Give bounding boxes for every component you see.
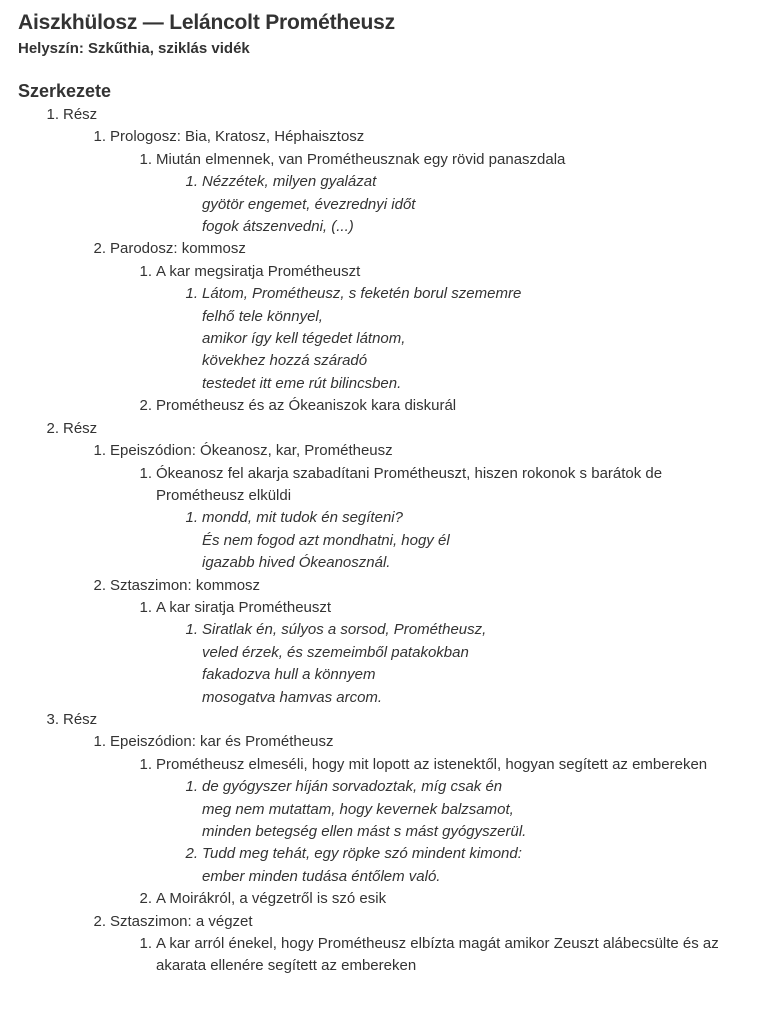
outline-section [93,911,750,978]
outline-section [93,731,750,910]
quote-line: mosogatva hamvas arcom. [202,688,383,706]
outline-event-label: A kar siratja Prométheuszt [156,598,332,616]
quote-line: meg nem mutattam, hogy kevernek balzsamot, [202,800,514,818]
outline-section [93,126,750,238]
quote-item [185,843,750,888]
outline-part-label: Rész [63,106,98,123]
list-marker: 2. [93,240,106,258]
outline-event [139,597,750,709]
outline-event-label: Ókeanosz fel akarja szabadítani Prométheuszt, hiszen rokonok s barátok de Prométheusz elküldi [156,464,663,504]
outline-event [139,754,750,888]
list-marker: 1. [139,598,152,616]
outline-part [46,104,750,418]
list-marker: 1. [139,262,152,280]
document-subtitle: Helyszín: Szkűthia, sziklás vidék [18,40,250,57]
list-marker: 1. [185,173,198,191]
outline-event [139,261,750,395]
outline-event-label: Prométheusz elmeséli, hogy mit lopott az istenektől, hogyan segített az embereken [156,755,708,773]
outline-sublist [110,597,750,709]
outline-sublist [63,440,750,709]
outline-sublist [110,754,750,911]
quote-line: Siratlak én, súlyos a sorsod, Prométheusz, [202,621,487,639]
section-heading: Szerkezete [18,81,112,101]
quote-line: amikor így kell tégedet látnom, [202,330,406,348]
outline-section-label: Sztaszimon: a végzet [110,912,253,930]
quote-line: fogok átszenvedni, (...) [202,218,354,236]
quote-line: felhő tele könnyel, [202,307,323,325]
list-marker: 2. [93,912,106,930]
outline-sublist [110,261,750,418]
quote-list [156,507,750,574]
outline-event [139,888,750,910]
outline-section-label: Parodosz: kommosz [110,240,246,258]
outline-section-label: Sztaszimon: kommosz [110,576,261,594]
list-marker: 1. [139,464,152,482]
quote-list [156,283,750,395]
quote-line: minden betegség ellen mást s mást gyógyszerül. [202,823,527,840]
outline-sublist [63,126,750,417]
list-marker: 1. [46,106,59,123]
quote-line: mondd, mit tudok én segíteni? [202,509,403,527]
outline-event [139,463,750,575]
outline-event [139,933,750,978]
outline-sublist [63,731,750,977]
list-marker: 2. [185,845,198,863]
outline-event-label: A kar arról énekel, hogy Prométheusz elbízta magát amikor Zeuszt alábecsülte és az akarata ellenére segített az embereken [156,935,719,975]
outline-part-label: Rész [63,710,98,728]
list-marker: 2. [93,576,106,594]
list-marker: 1. [185,285,198,303]
outline-event [139,395,750,417]
quote-line: ember minden tudása éntőlem való. [202,867,441,885]
quote-line: fakadozva hull a könnyem [202,666,376,684]
quote-item [185,776,750,843]
list-marker: 2. [139,890,152,908]
outline-part-label: Rész [63,419,98,437]
quote-line: Tudd meg tehát, egy röpke szó mindent kimond: [202,845,522,863]
outline-event-label: A kar megsiratja Prométheuszt [156,262,361,280]
outline-section [93,440,750,574]
list-marker: 1. [185,778,198,796]
list-marker: 1. [139,935,152,953]
list-marker: 1. [93,733,106,751]
outline-part [46,418,750,709]
outline-event-label: Prométheusz és az Ókeaniszok kara diskurál [156,397,457,415]
quote-line: Nézzétek, milyen gyalázat [202,173,377,191]
outline-section-label: Epeiszódion: Ókeanosz, kar, Prométheusz [110,442,393,460]
quote-line: igazabb hived Ókeanosznál. [202,554,391,572]
quote-line: Látom, Prométheusz, s feketén borul szememre [202,285,522,303]
outline-event-label: Miután elmennek, van Prométheusznak egy rövid panaszdala [156,150,566,168]
quote-line: testedet itt eme rút bilincsben. [202,374,402,392]
list-marker: 3. [46,710,59,728]
quote-item [185,619,750,709]
outline-list [18,104,750,978]
list-marker: 1. [185,509,198,527]
list-marker: 1. [93,442,106,460]
outline-sublist [110,933,750,978]
outline-part [46,709,750,978]
list-marker: 1. [139,755,152,773]
list-marker: 1. [185,621,198,639]
outline-section [93,238,750,417]
quote-line: És nem fogod azt mondhatni, hogy él [202,531,450,549]
quote-line: de gyógyszer híján sorvadoztak, míg csak én [202,778,503,796]
outline-event-label: A Moirákról, a végzetről is szó esik [156,890,387,908]
quote-list [156,171,750,238]
document-title: Aiszkhülosz — Leláncolt Prométheusz [18,11,395,34]
quote-list [156,619,750,709]
list-marker: 2. [46,419,59,437]
outline-section-label: Epeiszódion: kar és Prométheusz [110,733,334,751]
outline-sublist [110,463,750,575]
quote-line: veled érzek, és szemeimből patakokban [202,643,469,661]
quote-line: kövekhez hozzá száradó [202,352,368,370]
quote-item [185,507,750,574]
list-marker: 1. [93,128,106,146]
quote-item [185,171,750,238]
list-marker: 2. [139,397,152,415]
outline-event [139,149,750,239]
list-marker: 1. [139,150,152,168]
outline-section-label: Prologosz: Bia, Kratosz, Héphaisztosz [110,128,365,146]
quote-item [185,283,750,395]
outline-section [93,575,750,709]
quote-list [156,776,750,888]
outline-sublist [110,149,750,239]
quote-line: gyötör engemet, évezrednyi időt [202,195,416,213]
